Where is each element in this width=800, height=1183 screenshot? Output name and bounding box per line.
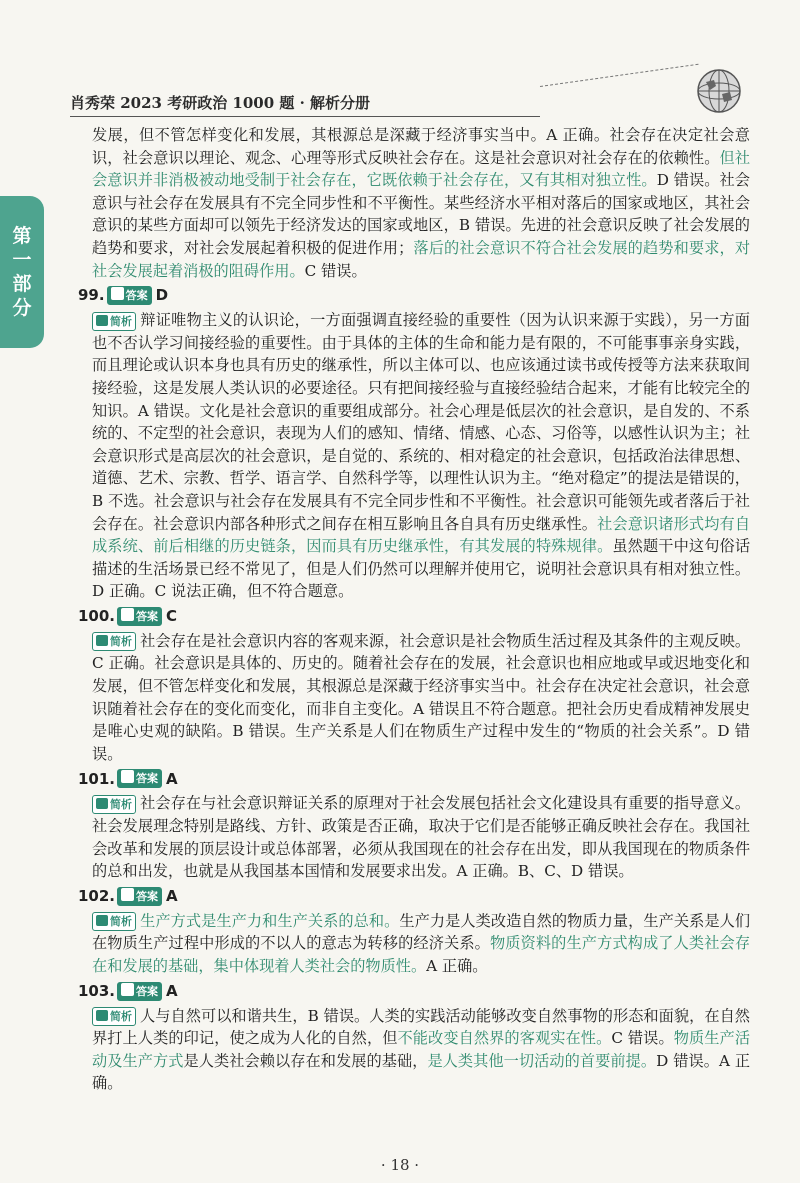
pencil-icon: [121, 608, 134, 621]
highlighted-text: 不能改变自然界的客观实在性。: [397, 1029, 612, 1048]
explain-badge: [92, 795, 136, 814]
answer-line: [78, 978, 750, 1005]
highlighted-text: 物质生产活动及生产方式: [92, 1029, 751, 1070]
section-tab: [0, 196, 44, 348]
text-segment: C 错误。: [304, 261, 367, 280]
text-segment: 辩证唯物主义的认识论，一方面强调直接经验的重要性（因为认识来源于实践），另一方面也不否认学习间接经验的重要性。由于具体的主体的生命和能力是有限的，不可能事事亲身实践，而且理论或认识本身也具有历史的继承性，所以主体可以、也应该通过读书或传授等方法来获取间接经验，这是发展人类认识的必要途径。只有把间接经验与直接经验结合起来，才能有比较完全的知识。A 错误。文化是社会意识的重要组成部分。社会心理是低层次的社会意识，是自发的、不系统的、不定型的社会意识，表现为人们的感知、情绪、情感、心态、习俗等，以感性认识为主；社会意识形式是高层次的社会意识，是自觉的、系统的、相对稳定的社会意识，包括政治法律思想、道德、艺术、宗教、哲学、语言学、自然科学等，以理性认识为主。“绝对稳定”的提法是错误的，B 不选。社会意识与社会存在发展具有不完全同步性和不平衡性。社会意识可能领先或者落后于社会存在。社会意识内部各种形式之间存在相互影响且各自具有历史继承性。: [92, 311, 750, 533]
explanation-paragraph: [92, 630, 750, 766]
answer-badge-label: 答案: [136, 772, 159, 786]
text-segment: D 错误。A 正确。: [92, 1051, 751, 1093]
globe-icon: [696, 68, 742, 114]
pencil-icon: [121, 888, 134, 901]
question-number: 100.: [78, 607, 116, 626]
explain-badge: [92, 312, 136, 331]
explain-badge-label: 简析: [110, 797, 132, 811]
text-segment: 虽然题干中这句俗话描述的生活场景已经不常见了，但是人们仍然可以理解并使用它，说明社会意识具有相对独立性。D 正确。C 说法正确，但不符合题意。: [92, 537, 751, 601]
book-icon: [96, 635, 108, 646]
question-item: [78, 282, 751, 603]
running-header: 肖秀荣 2023 考研政治 1000 题 · 解析分册: [70, 94, 371, 112]
explanation-paragraph: [92, 309, 750, 603]
book-icon: [96, 798, 108, 809]
answer-badge-label: 答案: [136, 889, 159, 903]
text-segment: 社会存在与社会意识辩证关系的原理对于社会发展包括社会文化建设具有重要的指导意义。社会发展理念特别是路线、方针、政策是否正确，取决于它们是否能够正确反映社会存在。我国社会改革和发展的顶层设计或总体部署，必须从我国现在的社会存在出发，即从我国现在的物质条件的总和出发，也就是从我国基本国情和发展要求出发。A 正确。B、C、D 错误。: [92, 794, 750, 881]
explain-badge: [92, 912, 136, 931]
answer-line: [78, 883, 750, 910]
answer-badge: [117, 887, 162, 906]
highlighted-text: 是人类其他一切活动的首要前提。: [427, 1051, 657, 1070]
header-dashed-rule: [540, 64, 699, 87]
highlighted-text: 社会意识诸形式均有自成系统、前后相继的历史链条，因而具有历史继承性，有其发展的特殊规律。: [92, 514, 751, 556]
text-segment: C 错误。: [611, 1029, 674, 1048]
text-segment: 发展，但不管怎样变化和发展，其根源总是深藏于经济事实当中。A 正确。社会存在决定社会意识，社会意识以理论、观念、心理等形式反映社会存在。这是社会意识对社会存在的依赖性。: [92, 126, 750, 167]
answer-badge: [117, 607, 162, 626]
text-segment: 生产力是人类改造自然的物质力量，生产关系是人们在物质生产过程中形成的不以人的意志为转移的经济关系。: [92, 911, 750, 953]
explanation-paragraph: [92, 792, 750, 882]
explain-badge: [92, 1007, 136, 1026]
explanation-paragraph: [92, 910, 750, 978]
book-icon: [96, 1010, 108, 1021]
explain-badge-label: 简析: [110, 635, 132, 649]
answer-badge-label: 答案: [125, 289, 148, 303]
explain-badge-label: 简析: [110, 314, 132, 328]
answer-letter: A: [166, 981, 178, 1000]
answer-letter: A: [166, 769, 178, 788]
section-tab-char: 一: [12, 249, 32, 271]
section-tab-char: 部: [12, 273, 32, 295]
question-number: 103.: [78, 981, 116, 1000]
answer-letter: A: [166, 887, 178, 906]
section-tab-char: 分: [12, 297, 32, 319]
answer-letter: C: [166, 607, 178, 626]
answer-badge-label: 答案: [136, 984, 159, 998]
question-number: 99.: [78, 286, 105, 305]
pencil-icon: [111, 287, 124, 300]
answer-badge: [107, 286, 152, 305]
text-segment: 人与自然可以和谐共生，B 错误。人类的实践活动能够改变自然事物的形态和面貌，在自然界打上人类的印记，使之成为人化的自然，但: [92, 1006, 750, 1048]
answer-line: [78, 765, 750, 792]
question-number: 102.: [78, 887, 116, 906]
answer-letter: D: [155, 286, 169, 305]
book-icon: [96, 315, 108, 326]
text-segment: A 正确。: [426, 957, 488, 975]
highlighted-text: 落后的社会意识不符合社会发展的趋势和要求，对社会发展起着消极的阻碍作用。: [92, 238, 751, 280]
answer-line: [78, 603, 750, 630]
explanation-paragraph: [92, 1005, 750, 1095]
explain-badge-label: 简析: [110, 1010, 132, 1024]
book-icon: [96, 915, 108, 926]
highlighted-text: 但社会意识并非消极被动地受制于社会存在，它既依赖于社会存在，又有其相对独立性。: [92, 148, 751, 190]
highlighted-text: 物质资料的生产方式构成了人类社会存在和发展的基础，集中体现着人类社会的物质性。: [92, 934, 751, 975]
pencil-icon: [121, 983, 134, 996]
text-segment: 社会存在是社会意识内容的客观来源，社会意识是社会物质生活过程及其条件的主观反映。C 正确。社会意识是具体的、历史的。随着社会存在的发展，社会意识也相应地或早或迟地变化和发展，但不管怎样变化和发展，其根源总是深藏于经济事实当中。社会存在决定社会意识，社会意识随着社会存在的变化而变化，而非自主变化。A 错误且不符合题意。把社会历史看成精神发展史是唯心史观的缺陷。B 错误。生产关系是人们在物质生产过程中发生的“物质的社会关系”。D 错误。: [92, 631, 750, 763]
question-item: [78, 978, 751, 1095]
explain-badge: [92, 632, 136, 651]
answer-badge: [117, 982, 162, 1001]
question-number: 101.: [78, 769, 116, 788]
question-item: [78, 765, 750, 882]
explain-badge-label: 简析: [110, 915, 132, 929]
answer-badge-label: 答案: [136, 609, 159, 623]
section-tab-char: 第: [12, 225, 32, 247]
highlighted-text: 生产方式是生产力和生产关系的总和。: [140, 911, 400, 930]
intro-paragraph: [92, 124, 750, 282]
question-item: [78, 883, 751, 978]
page-number: · 18 ·: [380, 1156, 420, 1174]
text-segment: 是人类社会赖以存在和发展的基础，: [183, 1051, 428, 1070]
answer-line: [78, 282, 750, 309]
header-rule: [70, 116, 540, 117]
text-segment: D 错误。社会意识与社会存在发展具有不完全同步性和不平衡性。某些经济水平相对落后的国家或地区，其社会意识的某些方面却可以领先于经济发达的国家或地区，B 错误。先进的社会意识反映了社会发展的趋势和要求，对社会发展起着积极的促进作用；: [92, 171, 750, 257]
question-item: [78, 603, 750, 766]
page-body: [78, 124, 751, 1095]
answer-badge: [117, 769, 162, 788]
pencil-icon: [121, 770, 134, 783]
